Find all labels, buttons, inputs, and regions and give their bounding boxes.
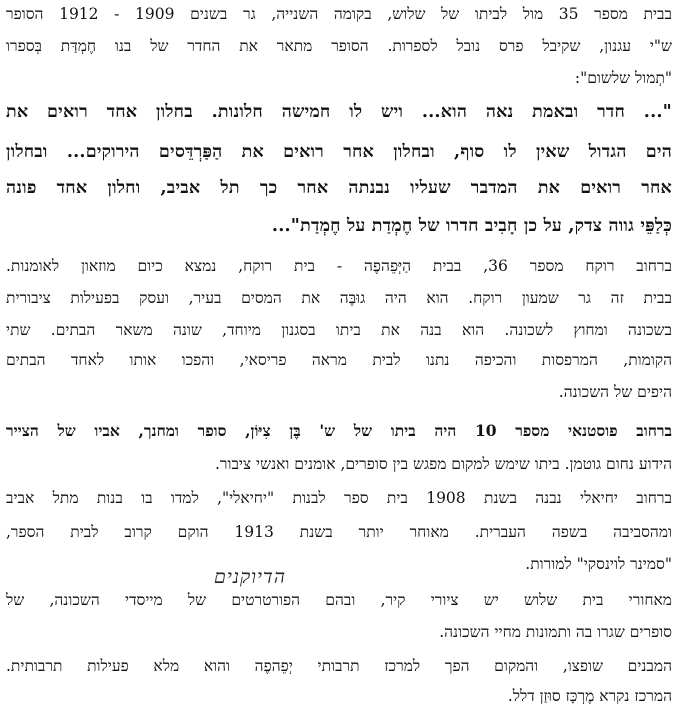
text-line: המרכז נקרא מֶרְכָּז סוּזַן דלל. [507, 687, 672, 705]
text-line: "סמינר לוינסקי" למורות. [525, 555, 672, 573]
text-line: ברחוב פוסטנאי מספר 10 היה ביתו של ש' בֶּן צִיּוֹן, סופר ומחנך, אביו של הצייר [6, 421, 672, 440]
text-line: המבנים שופצו, והמקום הפך למרכז תרבותי יְפֵהפֶה והוא מלא פעילות תרבותית. [6, 657, 672, 675]
text-line: ברחוב רוקח מספר 36, בבית הַיְּפֵהפֶה - בית רוקח, נמצא כיום מוזאון לאומנות. [6, 257, 672, 275]
text-line: מאחורי בית שלוש יש ציורי קיר, ובהם הפורטרטים של מייסדי השכונה, של [6, 591, 672, 609]
text-line: בבית זה גר שמעון רוקח. הוא היה גוּבֶּה את המסים בעיר, ועסק בפעילות ציבורית [6, 289, 672, 307]
text-line: הידוע נחום גוטמן. ביתו שימש למקום מפגש בין סופרים, אומנים ואנשי ציבור. [214, 455, 672, 473]
text-line: ש"י עגנון, שקיבל פרס נובל לספרות. הסופר מתאר את החדר של בנו חֶמְדַּת בְּספרו [6, 37, 672, 55]
text-line: "תְמול שלשום": [574, 69, 672, 87]
quote-line: אחר רואים את המדבר שעליו נבנתה אחר כך תל אביב, וחלון אחד פונה [6, 178, 672, 198]
quote-line: "... חדר ובאמת נאה הוא... ויש לו חמישה חלונות. בחלון אחד רואים את [6, 102, 672, 122]
text-line: בשכונה ומחוץ לשכונה. הוא בנה את ביתו בסגנון מיוחד, שונה משאר הבתים. שתי [6, 321, 672, 339]
text-line: הקומות, המרפסות והכיפה נתנו לבית מראה פריסאי, והפכו אותו לאחד הבתים [6, 351, 672, 369]
text-line: היפים של השכונה. [558, 383, 672, 401]
quote-line: כְּלַפֵּי גווה צדק, על כן חָבִיב חדרו של חֶמְדַת על חֶמְדַת"... [271, 216, 672, 236]
text-line: ומהסביבה בשפה העברית. מאוחר יותר בשנת 1913 הוקם קרוב לבית הספר, [6, 523, 672, 541]
text-line: סופרים שגרו בה ותמונות מחיי השכונה. [439, 623, 672, 641]
handwritten-annotation: הדיוקנים [214, 566, 286, 588]
quote-line: הים הגדול שאין לו סוף, ובחלון אחר רואים את הַפַּרְדֵּסים הירוקים... ובחלון [6, 142, 672, 162]
text-line: בבית מספר 35 מול לביתו של שלוש, בקומה השנייה, גר בשנים 1909 - 1912 הסופר [6, 5, 672, 23]
text-line: ברחוב יחיאלי נבנה בשנת 1908 בית ספר לבנות "יחיאלי", למדו בו בנות מתל אביב [6, 489, 672, 507]
